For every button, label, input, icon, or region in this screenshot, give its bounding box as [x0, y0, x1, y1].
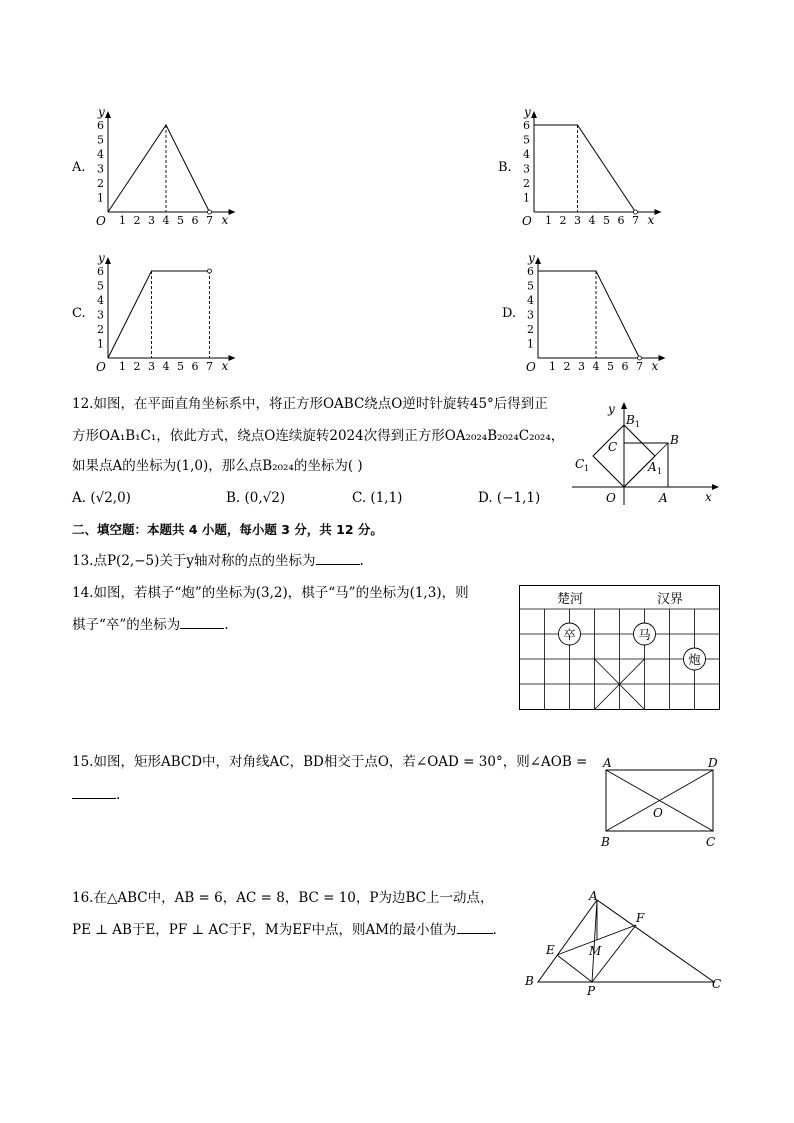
y-tick-label: 6 [527, 265, 534, 278]
graph-option-b [518, 100, 668, 230]
x-tick-label: 2 [563, 360, 571, 373]
x-axis-arrow [655, 209, 662, 215]
y-axis-arrow [531, 111, 537, 118]
q15-line-1: 15.如图，矩形ABCD中，对角线AC，BD相交于点O，若∠OAD = 30°，则∠AOB = [72, 754, 588, 770]
label-b: B [601, 835, 610, 849]
label-o: O [653, 806, 663, 820]
q13-end: . [359, 553, 364, 569]
x-tick-label: 7 [632, 214, 639, 227]
y-tick-label: 5 [97, 279, 104, 293]
q13-text: 13.点P(2,−5)关于y轴对称的点的坐标为 [72, 553, 316, 569]
label-c: C [706, 835, 716, 849]
x-axis-arrow [659, 355, 666, 361]
y-tick-label: 3 [527, 308, 534, 322]
river-chu-he: 楚河 [556, 592, 584, 607]
q15-answer-blank[interactable] [72, 784, 116, 799]
label-x: x [705, 490, 712, 504]
origin-label: O [96, 214, 106, 228]
section-2-heading: 二、填空题：本题共 4 小题，每小题 3 分，共 12 分。 [72, 522, 383, 537]
x-tick-label: 2 [133, 214, 141, 227]
label-c1-sub: 1 [584, 464, 590, 473]
chess-board [518, 584, 722, 712]
y-tick-label: 5 [527, 279, 534, 293]
q12-choice-b[interactable]: B. (0,√2) [226, 490, 286, 506]
y-axis-label: y [528, 251, 535, 265]
q13-line [72, 550, 364, 571]
series-line [108, 125, 210, 212]
label-c: C [608, 440, 618, 454]
q12-choice-a[interactable]: A. (√2,0) [72, 490, 131, 506]
y-tick-label: 3 [523, 162, 530, 176]
option-d-label: D. [502, 306, 517, 321]
y-tick-label: 4 [527, 294, 534, 307]
q12-line-2: 方形OA₁B₁C₁，依此方式，绕点O连续旋转2024次得到正方形OA₂₀₂₄B₂₀₂₄C₂₀₂₄， [72, 428, 565, 444]
q12-text-1: 如图，在平面直角坐标系中，将正方形OABC绕点O逆时针旋转45°后得到正 [93, 396, 548, 412]
q16-end: . [492, 922, 497, 938]
label-o: O [606, 491, 616, 505]
x-tick-label: 1 [119, 360, 126, 373]
q15-rectangle-figure [596, 754, 724, 850]
q12-rotation-figure [568, 395, 724, 510]
y-tick-label: 6 [97, 119, 104, 132]
label-b: B [525, 974, 534, 988]
label-c: C [712, 977, 722, 991]
option-a-label: A. [72, 160, 86, 175]
x-tick-label: 5 [607, 360, 614, 373]
q16-triangle-figure [522, 888, 726, 1000]
x-axis-arrow [229, 355, 236, 361]
label-b1-sub: 1 [635, 420, 641, 429]
x-tick-label: 3 [578, 360, 585, 373]
series-line [108, 271, 210, 358]
q16-text-2: PE ⊥ AB于E，PF ⊥ AC于F，M为EF中点，则AM的最小值为 [72, 922, 457, 938]
label-b1: B [626, 413, 635, 427]
label-y: y [608, 402, 615, 416]
series-line [538, 271, 640, 358]
triangle-abc [538, 900, 714, 982]
y-tick-label: 3 [97, 162, 104, 176]
y-tick-label: 4 [97, 148, 104, 161]
y-axis-label: y [524, 105, 531, 119]
q14-text-2: 棋子“卒”的坐标为 [72, 617, 181, 633]
y-tick-label: 6 [97, 265, 104, 278]
label-f: F [636, 911, 645, 925]
y-tick-label: 1 [523, 191, 530, 205]
x-tick-label: 3 [148, 360, 155, 373]
y-tick-label: 4 [523, 148, 530, 161]
label-p: P [587, 984, 596, 998]
option-c-label: C. [72, 306, 86, 321]
label-e: E [546, 943, 555, 957]
q16-line-1: 16.在△ABC中，AB = 6，AC = 8，BC = 10，P为边BC上一动点， [72, 890, 494, 906]
diagonal-ob [624, 443, 668, 487]
x-axis-label: x [651, 359, 659, 373]
x-tick-label: 1 [119, 214, 126, 227]
origin-label: O [522, 214, 532, 228]
q15-line-2 [72, 784, 120, 805]
x-tick-label: 2 [133, 360, 141, 373]
x-tick-label: 5 [177, 360, 184, 373]
origin-label: O [96, 360, 106, 374]
label-a1: A [648, 460, 657, 474]
y-tick-label: 2 [97, 323, 104, 336]
y-tick-label: 1 [97, 337, 104, 351]
piece-zu[interactable] [559, 623, 581, 645]
y-tick-label: 6 [523, 119, 530, 132]
option-b-label: B. [498, 160, 512, 175]
label-m: M [589, 944, 602, 958]
open-endpoint [208, 269, 212, 273]
graph-option-d [522, 246, 672, 376]
q14-end: . [224, 617, 229, 633]
x-tick-label: 4 [162, 214, 170, 227]
x-axis-arrow [229, 209, 236, 215]
q16-answer-blank[interactable] [457, 919, 493, 934]
label-a: A [659, 491, 668, 505]
river-han-jie: 汉界 [656, 592, 684, 607]
y-tick-label: 2 [523, 177, 530, 190]
y-tick-label: 1 [527, 337, 534, 351]
x-tick-label: 7 [206, 360, 213, 373]
x-tick-label: 7 [636, 360, 643, 373]
x-tick-label: 7 [206, 214, 213, 227]
y-axis-arrow [535, 257, 541, 264]
graph-option-a [92, 100, 242, 230]
q14-line-1: 14.如图，若棋子“炮”的坐标为(3,2)，棋子“马”的坐标为(1,3)，则 [72, 585, 469, 601]
y-tick-label: 4 [97, 294, 104, 307]
x-tick-label: 5 [603, 214, 610, 227]
open-endpoint [634, 210, 638, 214]
label-d: D [708, 756, 718, 770]
x-tick-label: 4 [592, 360, 600, 373]
svg-text:炮: 炮 [688, 652, 701, 667]
piece-ma[interactable] [634, 623, 656, 645]
x-axis-label: x [221, 359, 229, 373]
label-b: B [670, 433, 679, 447]
y-axis-label: y [98, 251, 105, 265]
y-axis-arrow [105, 257, 111, 264]
y-tick-label: 3 [97, 308, 104, 322]
origin-label: O [526, 360, 536, 374]
y-axis-label: y [98, 105, 105, 119]
open-endpoint [208, 210, 212, 214]
y-tick-label: 2 [527, 323, 534, 336]
q12-line-3: 如果点A的坐标为(1,0)，那么点B₂₀₂₄的坐标为( ) [72, 458, 363, 474]
x-axis-label: x [221, 213, 229, 227]
svg-text:卒: 卒 [563, 627, 576, 642]
label-a1-sub: 1 [657, 467, 663, 476]
y-tick-label: 5 [523, 133, 530, 147]
y-axis-arrow [105, 111, 111, 118]
x-tick-label: 6 [621, 360, 629, 373]
q12-choice-c[interactable]: C. (1,1) [352, 490, 403, 506]
q14-answer-blank[interactable] [180, 614, 224, 629]
label-a: A [603, 756, 612, 770]
q12-line-1 [72, 394, 548, 414]
piece-pao[interactable] [684, 648, 706, 670]
y-tick-label: 2 [97, 177, 104, 190]
x-tick-label: 6 [617, 214, 625, 227]
q12-number: 12. [72, 396, 94, 412]
x-tick-label: 1 [545, 214, 552, 227]
open-endpoint [638, 356, 642, 360]
q13-answer-blank[interactable] [316, 550, 360, 565]
x-tick-label: 6 [191, 360, 199, 373]
x-tick-label: 3 [574, 214, 581, 227]
label-c1: C [575, 457, 585, 471]
series-line [534, 125, 636, 212]
graph-option-c [92, 246, 242, 376]
y-tick-label: 5 [97, 133, 104, 147]
q14-line-2 [72, 614, 229, 635]
x-tick-label: 5 [177, 214, 184, 227]
x-tick-label: 4 [588, 214, 596, 227]
x-tick-label: 6 [191, 214, 199, 227]
svg-text:马: 马 [638, 627, 651, 642]
y-tick-label: 1 [97, 191, 104, 205]
x-tick-label: 1 [549, 360, 556, 373]
q16-line-2 [72, 919, 497, 940]
x-axis-label: x [647, 213, 655, 227]
segment-pe [557, 955, 592, 982]
x-tick-label: 3 [148, 214, 155, 227]
x-tick-label: 4 [162, 360, 170, 373]
q12-choice-d[interactable]: D. (−1,1) [478, 490, 541, 506]
x-tick-label: 2 [559, 214, 567, 227]
label-a: A [589, 889, 598, 903]
q15-end: . [116, 787, 121, 803]
